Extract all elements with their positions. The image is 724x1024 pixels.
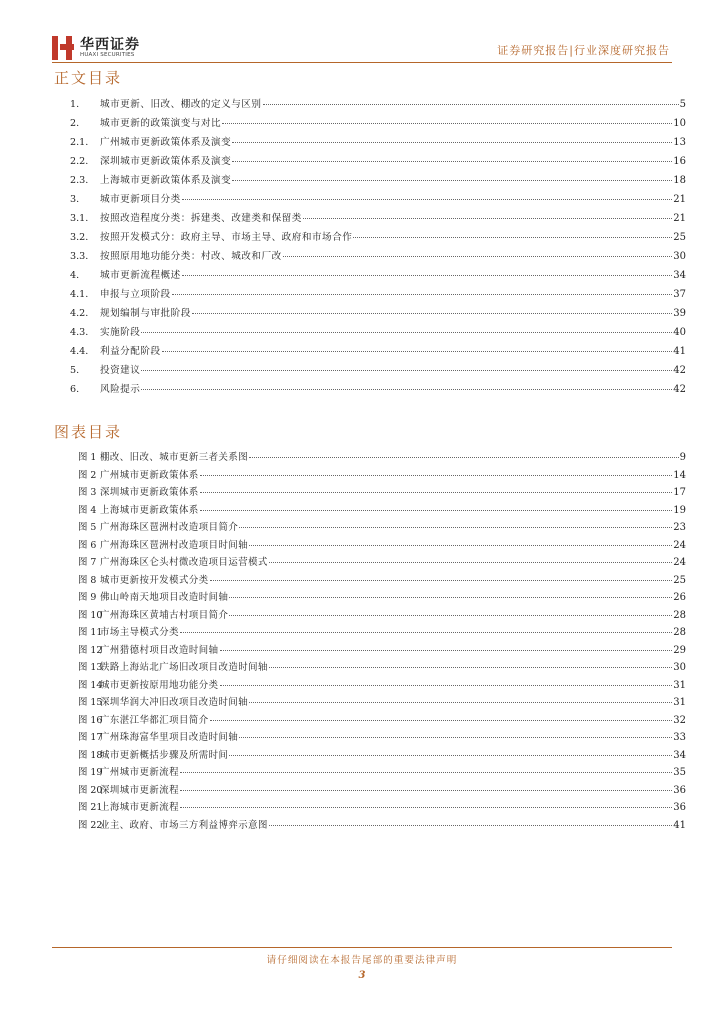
dot-leader xyxy=(180,772,672,773)
toc-entry[interactable] xyxy=(70,210,686,229)
dot-leader xyxy=(141,332,672,333)
entry-title: 按照改造程度分类：拆建类、改建类和保留类 xyxy=(100,213,302,224)
figure-entry[interactable] xyxy=(78,747,686,765)
figure-entry[interactable] xyxy=(78,502,686,520)
toc-entry[interactable] xyxy=(70,381,686,400)
figure-entry[interactable] xyxy=(78,537,686,555)
entry-page: 13 xyxy=(673,137,686,148)
dot-leader xyxy=(232,180,672,181)
toc-entry[interactable] xyxy=(70,343,686,362)
figure-entry[interactable] xyxy=(78,712,686,730)
entry-page: 41 xyxy=(673,346,686,357)
entry-number: 3.2. xyxy=(70,232,89,243)
figure-entry[interactable] xyxy=(78,572,686,590)
figure-entry[interactable] xyxy=(78,484,686,502)
toc-entry[interactable] xyxy=(70,248,686,267)
figure-entry[interactable] xyxy=(78,607,686,625)
toc-entry[interactable] xyxy=(70,115,686,134)
entry-number: 1. xyxy=(70,99,80,110)
entry-page: 34 xyxy=(673,270,686,281)
dot-leader xyxy=(222,123,672,124)
entry-page: 39 xyxy=(673,308,686,319)
entry-page: 26 xyxy=(673,592,686,603)
toc-entry[interactable] xyxy=(70,362,686,381)
page-header xyxy=(0,0,724,66)
entry-page: 41 xyxy=(673,819,686,831)
dot-leader xyxy=(200,492,673,493)
huaxi-logo-icon xyxy=(52,36,74,60)
figures-list xyxy=(78,449,686,834)
figure-entry[interactable] xyxy=(78,589,686,607)
entry-page: 36 xyxy=(673,802,686,813)
entry-page: 32 xyxy=(673,714,686,726)
entry-title: 按照原用地功能分类：村改、城改和厂改 xyxy=(100,251,282,262)
entry-page: 35 xyxy=(673,767,686,778)
entry-title: 广州海珠区琶洲村改造项目简介 xyxy=(100,522,239,533)
dot-leader xyxy=(200,510,673,511)
entry-page: 28 xyxy=(673,627,686,638)
entry-page: 25 xyxy=(673,232,686,243)
dot-leader xyxy=(239,737,672,738)
entry-number: 图 4 xyxy=(78,504,97,516)
entry-title: 申报与立项阶段 xyxy=(100,289,171,300)
entry-number: 图 16 xyxy=(78,714,103,726)
entry-page: 14 xyxy=(673,469,686,481)
entry-page: 30 xyxy=(673,662,686,673)
entry-page: 18 xyxy=(673,175,686,186)
dot-leader xyxy=(192,313,672,314)
figure-entry[interactable] xyxy=(78,694,686,712)
entry-page: 42 xyxy=(673,384,686,395)
entry-title: 广州海珠区仑头村微改造项目运营模式 xyxy=(100,557,268,568)
dot-leader xyxy=(303,218,672,219)
dot-leader xyxy=(141,389,672,390)
entry-page: 40 xyxy=(673,327,686,338)
dot-leader xyxy=(232,161,672,162)
entry-number: 图 8 xyxy=(78,574,97,586)
entry-number: 图 13 xyxy=(78,662,103,673)
dot-leader xyxy=(180,807,672,808)
company-name: 华西证券 xyxy=(80,37,140,53)
entry-number: 3.3. xyxy=(70,251,89,262)
entry-number: 图 6 xyxy=(78,539,97,551)
toc-entry[interactable] xyxy=(70,191,686,210)
dot-leader xyxy=(200,475,673,476)
entry-title: 深圳城市更新政策体系 xyxy=(100,487,199,498)
entry-page: 24 xyxy=(673,539,686,551)
header-divider xyxy=(52,62,672,63)
entry-page: 29 xyxy=(673,644,686,656)
dot-leader xyxy=(353,237,672,238)
entry-page: 23 xyxy=(673,522,686,533)
dot-leader xyxy=(210,720,673,721)
dot-leader xyxy=(283,256,673,257)
entry-page: 28 xyxy=(673,609,686,621)
dot-leader xyxy=(229,615,672,616)
entry-title: 棚改、旧改、城市更新三者关系图 xyxy=(100,452,249,463)
entry-page: 21 xyxy=(673,213,686,224)
dot-leader xyxy=(141,370,672,371)
dot-leader xyxy=(269,562,672,563)
entry-title: 深圳华润大冲旧改项目改造时间轴 xyxy=(100,697,249,708)
dot-leader xyxy=(263,104,679,105)
entry-number: 图 21 xyxy=(78,802,103,813)
entry-page: 25 xyxy=(673,574,686,586)
entry-page: 10 xyxy=(673,118,686,129)
entry-number: 3.1. xyxy=(70,213,89,224)
dot-leader xyxy=(249,457,678,458)
legal-notice: 请仔细阅读在本报告尾部的重要法律声明 xyxy=(266,955,458,966)
entry-title: 上海城市更新流程 xyxy=(100,802,180,813)
entry-page: 33 xyxy=(673,732,686,743)
figures-title: 图表目录 xyxy=(54,423,123,441)
toc-entry[interactable] xyxy=(70,134,686,153)
figure-entry[interactable] xyxy=(78,519,686,537)
entry-number: 图 20 xyxy=(78,784,103,796)
entry-title: 广州猎德村项目改造时间轴 xyxy=(100,644,219,656)
toc-entry[interactable] xyxy=(70,96,686,115)
page-number: 3 xyxy=(358,970,366,981)
entry-page: 42 xyxy=(673,365,686,376)
entry-number: 3. xyxy=(70,194,80,205)
toc-entry[interactable] xyxy=(70,286,686,305)
figure-entry[interactable] xyxy=(78,449,686,467)
figure-entry[interactable] xyxy=(78,729,686,747)
entry-title: 利益分配阶段 xyxy=(100,346,161,357)
entry-page: 31 xyxy=(673,697,686,708)
entry-number: 4.4. xyxy=(70,346,89,357)
toc-entry[interactable] xyxy=(70,229,686,248)
company-name-en: HUAXI SECURITIES xyxy=(80,52,135,58)
entry-title: 规划编制与审批阶段 xyxy=(100,308,191,319)
entry-number: 图 12 xyxy=(78,644,103,656)
entry-number: 图 7 xyxy=(78,557,97,568)
entry-title: 城市更新概括步骤及所需时间 xyxy=(100,749,229,761)
dot-leader xyxy=(232,142,672,143)
figure-entry[interactable] xyxy=(78,677,686,695)
entry-number: 图 2 xyxy=(78,469,97,481)
entry-page: 16 xyxy=(673,156,686,167)
entry-title: 城市更新项目分类 xyxy=(100,194,181,205)
entry-number: 4. xyxy=(70,270,80,281)
entry-number: 图 22 xyxy=(78,819,103,831)
dot-leader xyxy=(229,755,672,756)
entry-title: 广州城市更新流程 xyxy=(100,767,180,778)
entry-number: 6. xyxy=(70,384,80,395)
entry-title: 城市更新流程概述 xyxy=(100,270,181,281)
dot-leader xyxy=(180,790,672,791)
entry-title: 佛山岭南天地项目改造时间轴 xyxy=(100,592,229,603)
entry-title: 市场主导模式分类 xyxy=(100,627,180,638)
toc-entry[interactable] xyxy=(70,267,686,286)
report-type: 证券研究报告|行业深度研究报告 xyxy=(497,44,670,57)
entry-title: 广东湛江华都汇项目简介 xyxy=(100,714,209,726)
entry-title: 城市更新、旧改、棚改的定义与区别 xyxy=(100,99,262,110)
entry-page: 17 xyxy=(673,487,686,498)
entry-title: 广州城市更新政策体系 xyxy=(100,469,199,481)
entry-number: 2.1. xyxy=(70,137,89,148)
entry-number: 4.1. xyxy=(70,289,89,300)
dot-leader xyxy=(182,199,673,200)
entry-number: 2.3. xyxy=(70,175,89,186)
dot-leader xyxy=(249,702,672,703)
entry-title: 上海城市更新政策体系 xyxy=(100,504,199,516)
entry-title: 上海城市更新政策体系及演变 xyxy=(100,175,232,186)
dot-leader xyxy=(220,650,673,651)
figure-entry[interactable] xyxy=(78,467,686,485)
footer-divider xyxy=(52,947,672,948)
entry-number: 5. xyxy=(70,365,80,376)
entry-number: 图 15 xyxy=(78,697,103,708)
entry-number: 图 14 xyxy=(78,679,103,691)
entry-title: 铁路上海站北广场旧改项目改造时间轴 xyxy=(100,662,268,673)
entry-number: 图 3 xyxy=(78,487,97,498)
entry-number: 2. xyxy=(70,118,80,129)
entry-title: 业主、政府、市场三方利益博弈示意图 xyxy=(100,819,268,831)
entry-number: 图 17 xyxy=(78,732,103,743)
dot-leader xyxy=(229,597,672,598)
entry-number: 图 19 xyxy=(78,767,103,778)
entry-title: 城市更新的政策演变与对比 xyxy=(100,118,222,129)
entry-title: 深圳城市更新政策体系及演变 xyxy=(100,156,232,167)
dot-leader xyxy=(249,545,672,546)
entry-page: 34 xyxy=(673,749,686,761)
entry-number: 4.2. xyxy=(70,308,89,319)
entry-title: 风险提示 xyxy=(100,384,141,395)
entry-page: 31 xyxy=(673,679,686,691)
figure-entry[interactable] xyxy=(78,642,686,660)
entry-page: 9 xyxy=(679,452,686,463)
entry-title: 广州海珠区琶洲村改造项目时间轴 xyxy=(100,539,249,551)
entry-page: 5 xyxy=(679,99,686,110)
entry-title: 广州海珠区黄埔古村项目简介 xyxy=(100,609,229,621)
entry-number: 图 18 xyxy=(78,749,103,761)
dot-leader xyxy=(180,632,672,633)
figure-entry[interactable] xyxy=(78,624,686,642)
entry-title: 按照开发模式分：政府主导、市场主导、政府和市场合作 xyxy=(100,232,353,243)
entry-page: 37 xyxy=(673,289,686,300)
entry-page: 19 xyxy=(673,504,686,516)
dot-leader xyxy=(220,685,673,686)
figure-entry[interactable] xyxy=(78,764,686,782)
toc-title: 正文目录 xyxy=(54,69,123,87)
dot-leader xyxy=(269,825,672,826)
figure-entry[interactable] xyxy=(78,817,686,835)
entry-number: 4.3. xyxy=(70,327,89,338)
entry-title: 深圳城市更新流程 xyxy=(100,784,180,796)
figure-entry[interactable] xyxy=(78,659,686,677)
entry-title: 实施阶段 xyxy=(100,327,141,338)
entry-number: 图 5 xyxy=(78,522,97,533)
entry-title: 投资建议 xyxy=(100,365,141,376)
dot-leader xyxy=(182,275,673,276)
entry-number: 图 11 xyxy=(78,627,103,638)
entry-number: 图 10 xyxy=(78,609,103,621)
entry-page: 36 xyxy=(673,784,686,796)
toc-entry[interactable] xyxy=(70,324,686,343)
dot-leader xyxy=(269,667,672,668)
entry-title: 城市更新按开发模式分类 xyxy=(100,574,209,586)
dot-leader xyxy=(172,294,673,295)
toc-entry[interactable] xyxy=(70,172,686,191)
entry-number: 图 1 xyxy=(78,452,97,463)
entry-title: 广州珠海富华里项目改造时间轴 xyxy=(100,732,239,743)
toc-entry[interactable] xyxy=(70,305,686,324)
entry-page: 30 xyxy=(673,251,686,262)
figure-entry[interactable] xyxy=(78,782,686,800)
dot-leader xyxy=(239,527,672,528)
entry-page: 24 xyxy=(673,557,686,568)
toc-list xyxy=(70,96,686,400)
figure-entry[interactable] xyxy=(78,554,686,572)
entry-title: 城市更新按原用地功能分类 xyxy=(100,679,219,691)
dot-leader xyxy=(162,351,673,352)
toc-entry[interactable] xyxy=(70,153,686,172)
dot-leader xyxy=(210,580,673,581)
entry-number: 2.2. xyxy=(70,156,89,167)
entry-number: 图 9 xyxy=(78,592,97,603)
entry-title: 广州城市更新政策体系及演变 xyxy=(100,137,232,148)
figure-entry[interactable] xyxy=(78,799,686,817)
entry-page: 21 xyxy=(673,194,686,205)
